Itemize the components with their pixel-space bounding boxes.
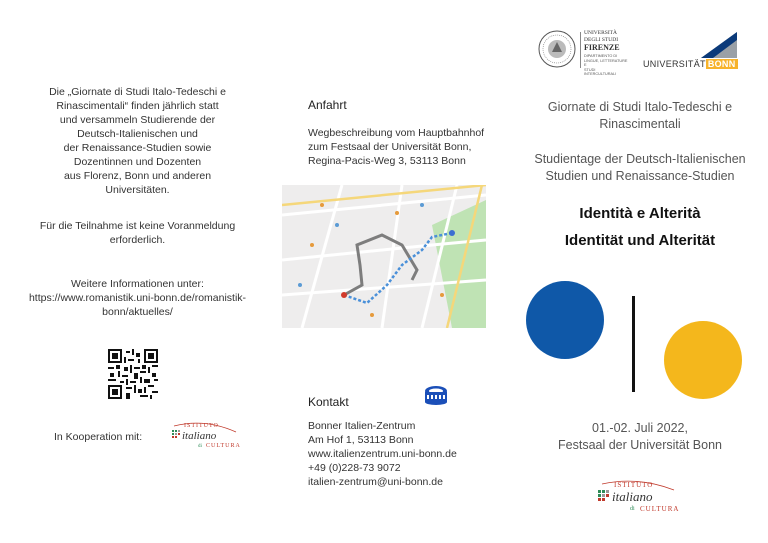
map-graphic [282,185,486,328]
istituto-logo-left: ISTITUTO italiano di CULTURA [170,420,240,460]
info-link[interactable]: https://www.romanistik.uni-bonn.de/romanistik- [28,292,247,304]
registration-note: Für die Teilnahme ist keine Voranmeldung erforderlich. [39,220,236,246]
kontakt-website-link[interactable]: www.italienzentrum.uni-bonn.de [308,448,457,460]
subtitle: Studientage der Deutsch-Italienischen Studien und Renaissance-Studien [534,152,746,183]
kontakt-heading: Kontakt [308,395,349,409]
italien-zentrum-logo-icon [423,385,449,407]
qr-code-icon[interactable] [108,349,158,399]
title-italian: Identità e Alterità [579,205,701,222]
kontakt-phone[interactable]: +49 (0)228-73 9072 [308,462,401,474]
anfahrt-heading: Anfahrt [308,98,347,112]
destination-marker-icon [449,230,455,236]
series-title: Giornate di Studi Italo-Tedeschi e Rinascimentali [547,100,733,131]
yellow-circle [664,321,742,399]
kontakt-text: Bonner Italien-Zentrum Am Hof 1, 53113 Bonn www.italienzentrum.uni-bonn.de +49 (0)228-73 9072 italien-zentrum@uni-bonn.de [308,419,508,489]
kontakt-email-link[interactable]: italien-zentrum@uni-bonn.de [308,476,443,488]
info-paragraph: Weitere Informationen unter: https://www.romanistik.uni-bonn.de/romanistik- bonn/aktuelles/ [20,277,255,319]
bonn-logo-mark-icon [701,32,737,58]
blue-circle [526,281,604,359]
firenze-seal-icon [538,30,576,68]
firenze-logo: UNIVERSITÀ DEGLI STUDI FIRENZE DIPARTIMENTO DI LINGUE, LETTERATURE E STUDI INTERCULTURALI [538,30,628,74]
anfahrt-text: Wegbeschreibung vom Hauptbahnhof zum Festsaal der Universität Bonn, Regina-Pacis-Weg 3, 53113 Bonn [308,127,485,167]
istituto-logo-right: ISTITUTO italiano di CULTURA [596,478,678,522]
route-map[interactable] [282,185,486,328]
event-date: 01.-02. Juli 2022, Festsaal der Universität Bonn [558,421,722,452]
bonn-logo: UNIVERSITÄT BONN [643,32,737,70]
start-marker-icon [341,292,347,298]
cooperation-label: In Kooperation mit: [54,431,143,443]
intro-paragraph: Die „Giornate di Studi Italo-Tedeschi e Rinascimentali“ finden jährlich statt und versammeln Studierende der Deutsch-Italienischen und der Renaissance-Studien sowie Dozentinnen und Dozenten aus Florenz, Bonn und anderen Universitäten. [49,86,226,196]
vertical-line [632,296,635,392]
info-link-continued[interactable]: bonn/aktuelles/ [102,306,173,318]
title-german: Identität und Alterität [564,232,716,249]
